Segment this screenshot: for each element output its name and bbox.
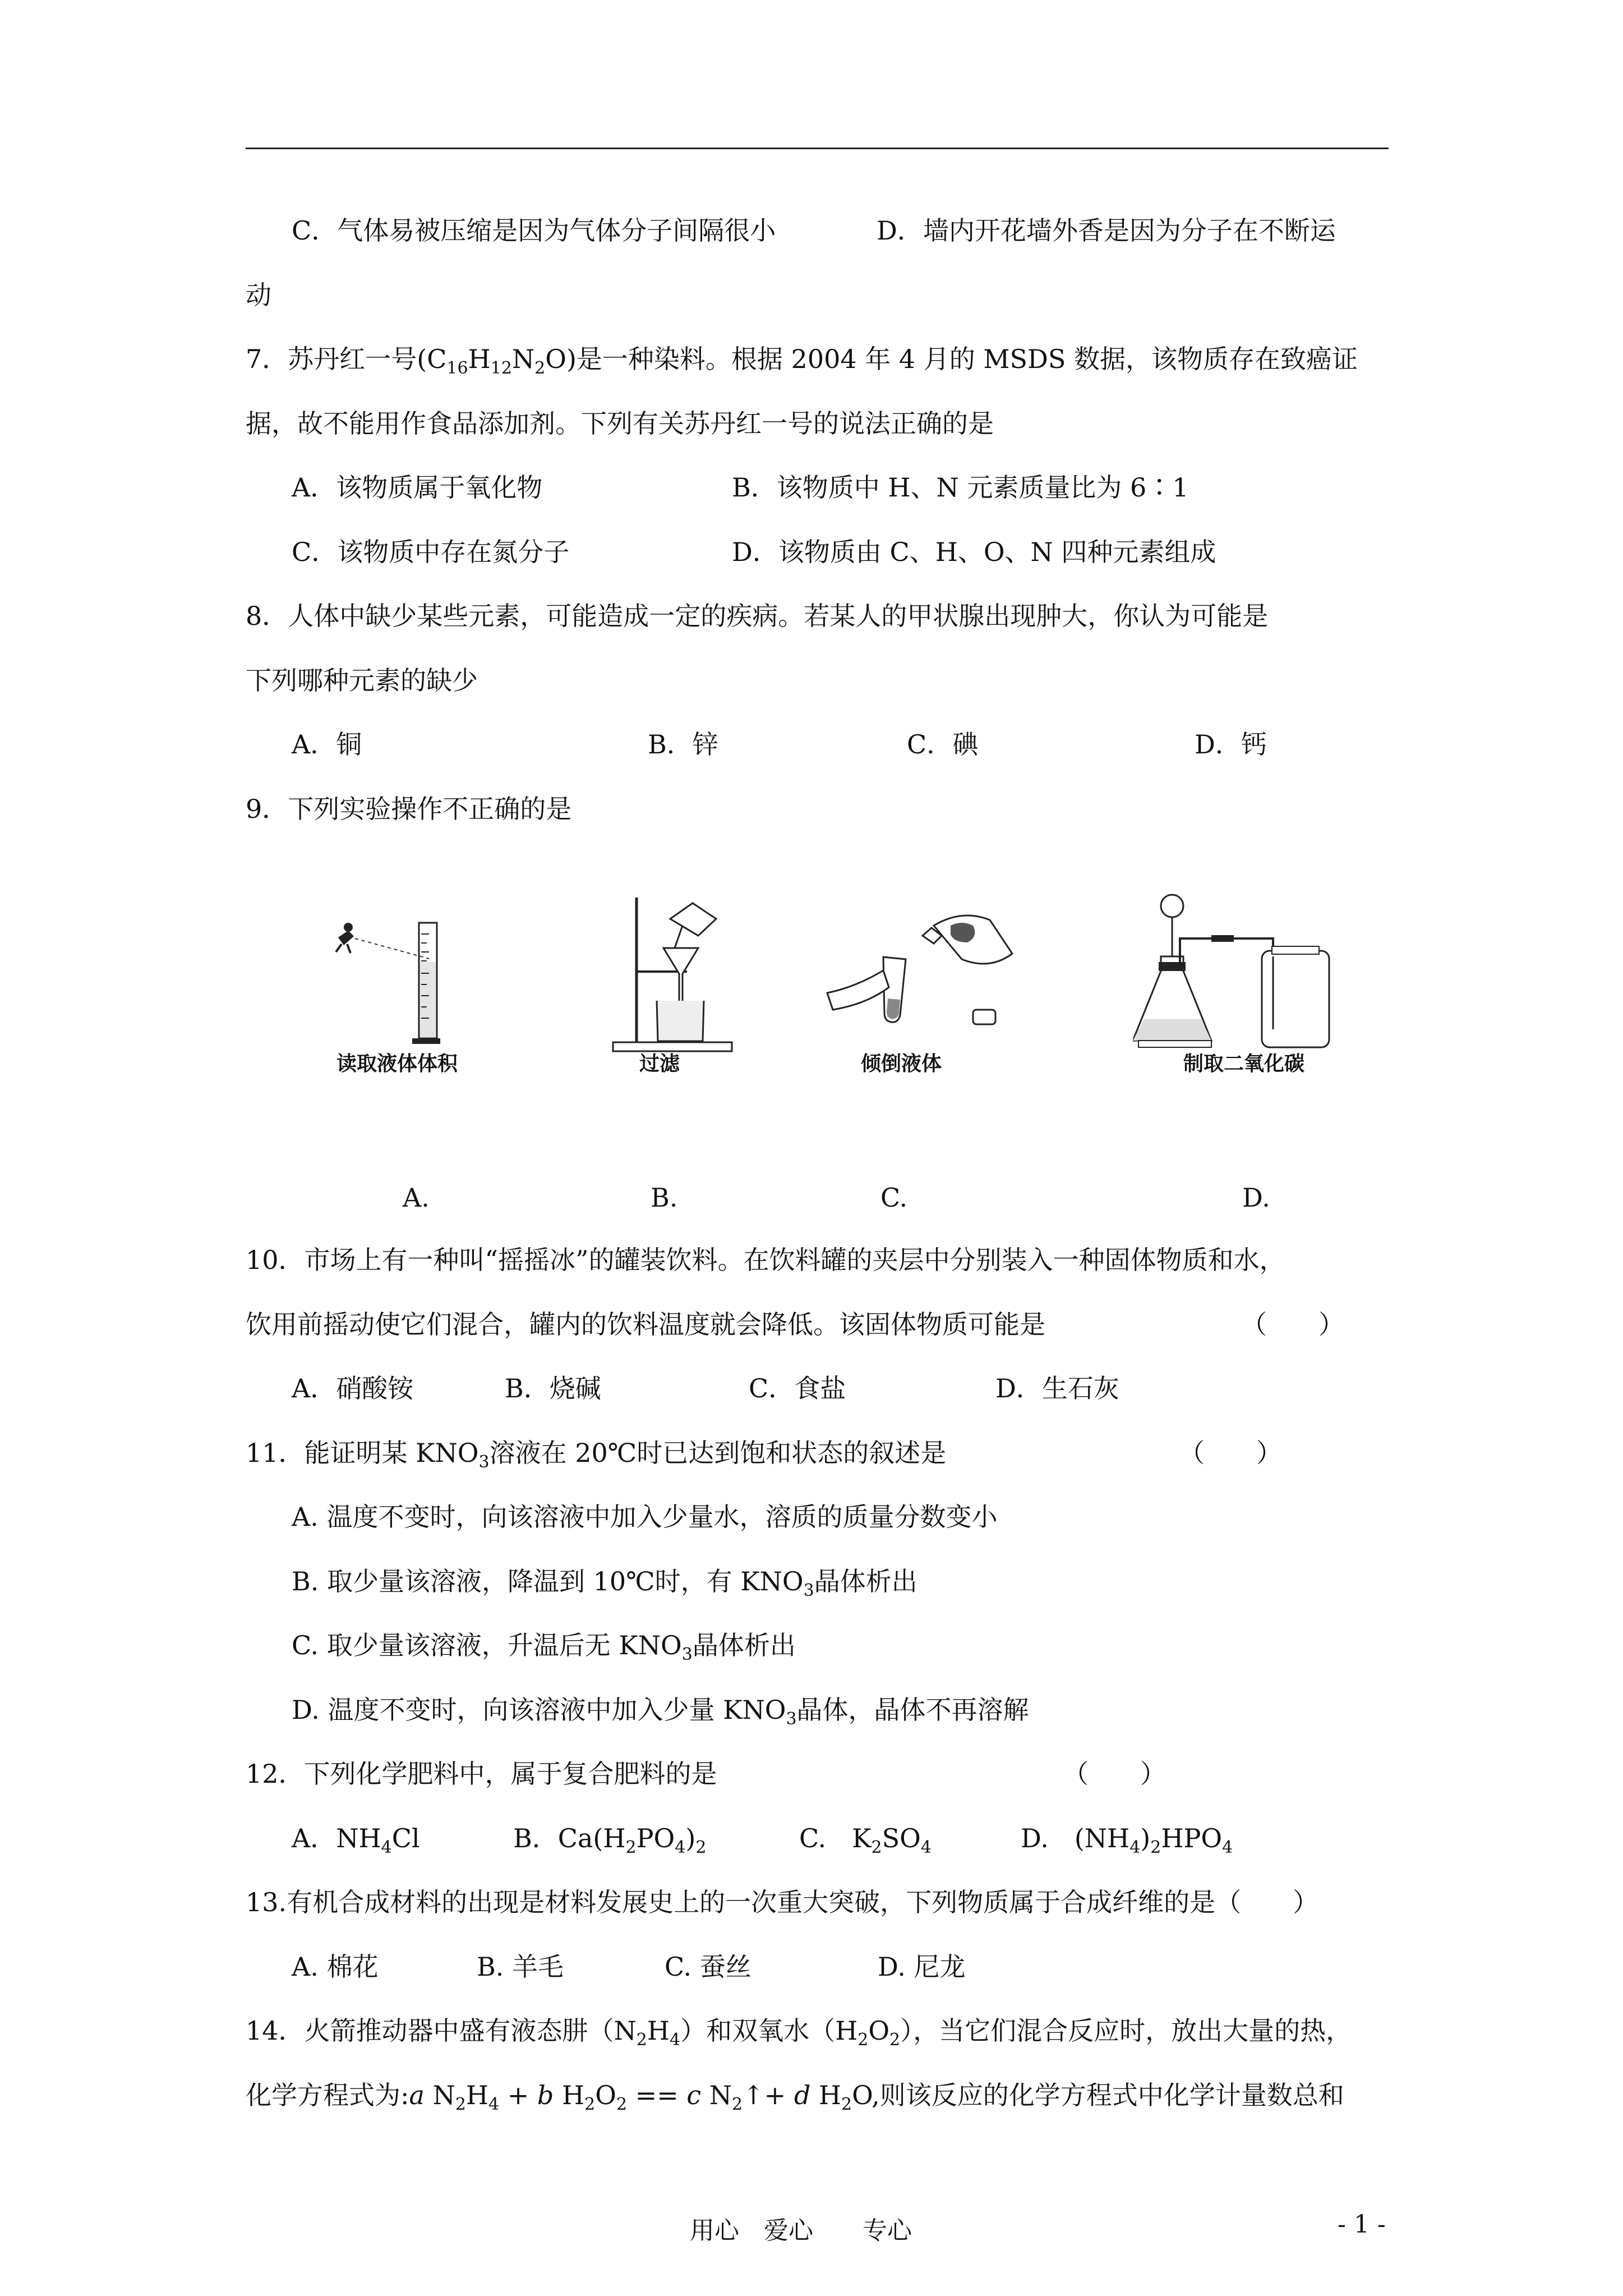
q11-stem: 11．能证明某 $KNO_3$溶液在 20℃时已达到饱和状态的叙述是 [246, 1438, 947, 1472]
q7-option-c: C．该物质中存在氮分子 [292, 537, 570, 567]
q13-stem: 13.有机合成材料的出现是材料发展史上的一次重大突破，下列物质属于合成纤维的是（ ） [246, 1887, 1319, 1917]
pouring-liquid-figure [822, 903, 1023, 1049]
q8-stem-line1: 8．人体中缺少某些元素，可能造成一定的疾病。若某人的甲状腺出现肿大，你认为可能是 [246, 601, 1269, 631]
q7-stem-line1: 7．苏丹红一号$(C_{16}H_{12}N_2O)$是一种染料。根据 2004 年 4 月的 MSDS 数据，该物质存在致癌证 [246, 344, 1358, 378]
q10-option-c: C．食盐 [749, 1373, 846, 1404]
q8-stem-line2: 下列哪种元素的缺少 [246, 665, 478, 696]
figure-c-letter: C. [880, 1182, 908, 1213]
q12-option-d: D. $(NH_4)_2HPO_4$ [1021, 1823, 1233, 1857]
page-number: - 1 - [1338, 2210, 1386, 2239]
q12-answer-paren: （ ） [1063, 1759, 1166, 1789]
q6-option-d-continued: 动 [246, 280, 271, 310]
q12-option-a: A．$NH_4Cl$ [292, 1823, 420, 1857]
q13-option-b: B. 羊毛 [477, 1952, 564, 1982]
q10-answer-paren: （ ） [1241, 1309, 1344, 1340]
q13-option-a: A. 棉花 [292, 1952, 379, 1982]
q10-stem-line1: 10．市场上有一种叫“摇摇冰”的罐装饮料。在饮料罐的夹层中分别装入一种固体物质和水， [246, 1245, 1285, 1275]
q14-stem-line1: 14．火箭推动器中盛有液态肼$(N_2H_4)$和双氧水$(H_2O_2)$，当它们混合反应时，放出大量的热， [246, 2016, 1352, 2050]
q8-option-c: C．碘 [907, 729, 979, 760]
q8-option-a: A．铜 [292, 729, 362, 760]
q11-option-a: A. 温度不变时，向该溶液中加入少量水，溶质的质量分数变小 [292, 1502, 998, 1532]
q6-option-d: D．墙内开花墙外香是因为分子在不断运 [877, 215, 1336, 246]
q11-option-b: B. 取少量该溶液，降温到 10℃时，有 $KNO_3$晶体析出 [292, 1566, 917, 1600]
q9-stem: 9．下列实验操作不正确的是 [246, 794, 572, 824]
figure-a-caption: 读取液体体积 [336, 1052, 458, 1075]
q7-stem-line2: 据，故不能用作食品添加剂。下列有关苏丹红一号的说法正确的是 [246, 408, 994, 439]
q12-option-c: C. $K_2SO_4$ [799, 1823, 932, 1857]
footer-motto: 用心 爱心 专心 [690, 2216, 912, 2245]
q8-option-b: B．锌 [648, 729, 718, 760]
figure-a-letter: A. [403, 1182, 430, 1213]
q10-option-a: A．硝酸铵 [292, 1373, 414, 1404]
q7-option-d: D．该物质由 C、H、O、N 四种元素组成 [732, 537, 1216, 567]
q8-option-d: D．钙 [1195, 729, 1267, 760]
q12-stem: 12．下列化学肥料中，属于复合肥料的是 [246, 1759, 717, 1789]
header-rule [246, 148, 1389, 149]
figure-b-caption: 过滤 [639, 1052, 680, 1075]
q10-option-b: B．烧碱 [505, 1373, 601, 1404]
q14-stem-line2: 化学方程式为:a $N_2H_4 + b$ $H_2O_2 == c$ $N_2↑+ d$ $H_2O$,则该反应的化学方程式中化学计量数总和 [246, 2080, 1344, 2114]
filtration-figure [608, 886, 737, 1055]
figure-c-caption: 倾倒液体 [861, 1052, 942, 1075]
q11-answer-paren: （ ） [1179, 1438, 1282, 1468]
figure-d-caption: 制取二氧化碳 [1183, 1052, 1305, 1075]
q13-option-c: C. 蚕丝 [665, 1952, 751, 1982]
q13-option-d: D. 尼龙 [878, 1952, 966, 1982]
q6-option-c: C．气体易被压缩是因为气体分子间隔很小 [292, 215, 776, 246]
figure-b-letter: B. [651, 1182, 678, 1213]
figure-d-letter: D. [1242, 1182, 1270, 1213]
q11-option-c: C. 取少量该溶液，升温后无 $KNO_3$晶体析出 [292, 1630, 796, 1664]
q7-option-a: A．该物质属于氧化物 [292, 472, 543, 503]
q10-stem-line2: 饮用前摇动使它们混合，罐内的饮料温度就会降低。该固体物质可能是 [246, 1309, 1045, 1340]
co2-apparatus-figure [1133, 889, 1368, 1052]
q7-option-b: B．该物质中 H、N 元素质量比为 6∶1 [732, 472, 1189, 503]
q12-option-b: B．$Ca(H_2PO_4)_2$ [513, 1823, 707, 1857]
graduated-cylinder-figure [328, 912, 440, 1046]
q11-option-d: D. 温度不变时，向该溶液中加入少量 $KNO_3$晶体，晶体不再溶解 [292, 1695, 1029, 1729]
q10-option-d: D．生石灰 [995, 1373, 1119, 1404]
